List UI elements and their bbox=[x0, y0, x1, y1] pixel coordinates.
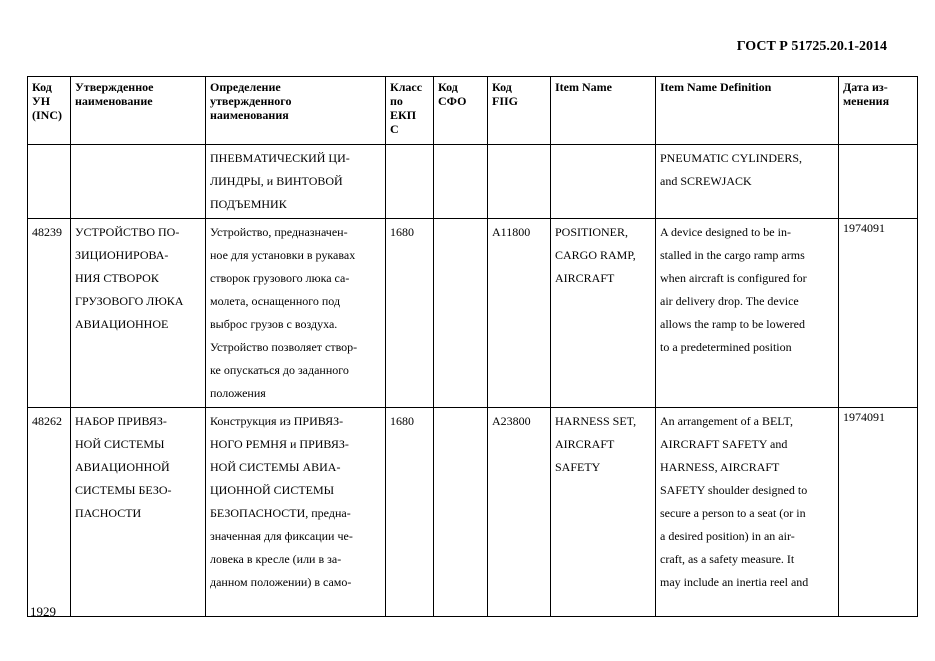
table-row bbox=[28, 219, 918, 408]
cell-value: 48262 bbox=[32, 414, 62, 428]
cell-line: УСТРОЙСТВО ПО- bbox=[75, 225, 180, 239]
cell-line: AIRCRAFT SAFETY and bbox=[660, 437, 788, 451]
cell-line: ное для установки в рукавах bbox=[210, 248, 356, 262]
cell-line: to a predetermined position bbox=[660, 340, 792, 354]
cell-line: secure a person to a seat (or in bbox=[660, 506, 806, 520]
cell-line: НОГО РЕМНЯ и ПРИВЯЗ- bbox=[210, 437, 349, 451]
cell-fiig bbox=[488, 219, 551, 408]
cell-line: ПНЕВМАТИЧЕСКИЙ ЦИ- bbox=[210, 151, 350, 165]
column-header-line: ЕКП bbox=[390, 108, 417, 122]
cell-line: выброс грузов с воздуха. bbox=[210, 317, 338, 331]
cell-line: PNEUMATIC CYLINDERS, bbox=[660, 151, 803, 165]
column-header bbox=[71, 77, 206, 145]
column-header bbox=[488, 77, 551, 145]
cell-line: ПАСНОСТИ bbox=[75, 506, 142, 520]
column-header-line: Код bbox=[492, 80, 512, 94]
table-row bbox=[28, 145, 918, 219]
column-header-line: Определение bbox=[210, 80, 281, 94]
cell-line: Устройство позволяет створ- bbox=[210, 340, 358, 354]
cell-line: ЗИЦИОНИРОВА- bbox=[75, 248, 169, 262]
cell-inc bbox=[28, 145, 71, 219]
cell-fiig bbox=[488, 408, 551, 617]
cell-value: 1680 bbox=[390, 225, 414, 239]
cell-line: ЦИОННОЙ СИСТЕМЫ bbox=[210, 483, 335, 497]
cell-value: 48239 bbox=[32, 225, 62, 239]
cell-line: ке опускаться до заданного bbox=[210, 363, 349, 377]
column-header-line: Item Name bbox=[555, 80, 612, 94]
column-header-line: УН bbox=[32, 94, 51, 108]
document-code: ГОСТ Р 51725.20.1-2014 bbox=[736, 39, 887, 54]
cell-sfo bbox=[434, 219, 488, 408]
column-header bbox=[551, 77, 656, 145]
cell-name bbox=[71, 145, 206, 219]
column-header-line: Класс bbox=[390, 80, 423, 94]
page-number: 1929 bbox=[30, 604, 56, 619]
cell-line: СИСТЕМЫ БЕЗО- bbox=[75, 483, 172, 497]
cell-fiig bbox=[488, 145, 551, 219]
cell-definition bbox=[206, 408, 386, 617]
cell-line: НИЯ СТВОРОК bbox=[75, 271, 159, 285]
cell-line: may include an inertia reel and bbox=[660, 575, 809, 589]
cell-line: allows the ramp to be lowered bbox=[660, 317, 805, 331]
table-header-row bbox=[28, 77, 918, 145]
cell-item-name bbox=[551, 408, 656, 617]
cell-line: A device designed to be in- bbox=[660, 225, 791, 239]
cell-line: HARNESS SET, bbox=[555, 414, 637, 428]
cell-line: НАБОР ПРИВЯЗ- bbox=[75, 414, 167, 428]
column-header-line: С bbox=[390, 122, 399, 136]
cell-inc bbox=[28, 408, 71, 617]
cell-line: An arrangement of a BELT, bbox=[660, 414, 793, 428]
cell-line: ГРУЗОВОГО ЛЮКА bbox=[75, 294, 184, 308]
cell-line: AIRCRAFT bbox=[555, 437, 615, 451]
cell-value: 1974091 bbox=[843, 410, 885, 424]
cell-item-definition bbox=[656, 408, 839, 617]
column-header-line: менения bbox=[843, 94, 890, 108]
cell-line: створок грузового люка са- bbox=[210, 271, 350, 285]
cell-line: a desired position) in an air- bbox=[660, 529, 795, 543]
cell-line: POSITIONER, bbox=[555, 225, 629, 239]
cell-value: 1680 bbox=[390, 414, 414, 428]
column-header-line: по bbox=[390, 94, 403, 108]
cell-line: положения bbox=[210, 386, 266, 400]
cell-line: молета, оснащенного под bbox=[210, 294, 341, 308]
cell-line: Устройство, предназначен- bbox=[210, 225, 348, 239]
cell-line: ловека в кресле (или в за- bbox=[210, 552, 342, 566]
cell-sfo bbox=[434, 408, 488, 617]
column-header-line: Item Name Definition bbox=[660, 80, 772, 94]
column-header-line: наименование bbox=[75, 94, 153, 108]
column-header bbox=[656, 77, 839, 145]
cell-line: SAFETY shoulder designed to bbox=[660, 483, 808, 497]
column-header bbox=[386, 77, 434, 145]
cell-date bbox=[839, 408, 918, 617]
cell-class bbox=[386, 219, 434, 408]
column-header bbox=[434, 77, 488, 145]
cell-line: АВИАЦИОННОЙ bbox=[75, 460, 170, 474]
cell-line: SAFETY bbox=[555, 460, 601, 474]
cell-item-name bbox=[551, 145, 656, 219]
cell-line: НОЙ СИСТЕМЫ bbox=[75, 437, 165, 451]
column-header bbox=[839, 77, 918, 145]
cell-line: ПОДЪЕМНИК bbox=[210, 197, 287, 211]
column-header-line: (INC) bbox=[32, 108, 62, 122]
cell-line: AIRCRAFT bbox=[555, 271, 615, 285]
column-header-line: Утвержденное bbox=[75, 80, 154, 94]
column-header-line: СФО bbox=[438, 94, 467, 108]
cell-value: A23800 bbox=[492, 414, 531, 428]
cell-class bbox=[386, 145, 434, 219]
column-header bbox=[28, 77, 71, 145]
cell-class bbox=[386, 408, 434, 617]
cell-line: stalled in the cargo ramp arms bbox=[660, 248, 805, 262]
cell-item-definition bbox=[656, 219, 839, 408]
column-header bbox=[206, 77, 386, 145]
cell-line: when aircraft is configured for bbox=[660, 271, 807, 285]
cell-line: air delivery drop. The device bbox=[660, 294, 799, 308]
column-header-line: Код bbox=[438, 80, 458, 94]
cell-date bbox=[839, 145, 918, 219]
cell-line: Конструкция из ПРИВЯЗ- bbox=[210, 414, 344, 428]
table-row bbox=[28, 408, 918, 617]
cell-line: CARGO RAMP, bbox=[555, 248, 636, 262]
cell-line: craft, as a safety measure. It bbox=[660, 552, 795, 566]
cell-definition bbox=[206, 219, 386, 408]
cell-line: АВИАЦИОННОЕ bbox=[75, 317, 169, 331]
cell-definition bbox=[206, 145, 386, 219]
column-header-line: наименования bbox=[210, 108, 289, 122]
cell-line: ЛИНДРЫ, и ВИНТОВОЙ bbox=[210, 174, 343, 188]
cell-item-name bbox=[551, 219, 656, 408]
cell-item-definition bbox=[656, 145, 839, 219]
specification-table bbox=[27, 76, 918, 617]
cell-line: and SCREWJACK bbox=[660, 174, 752, 188]
cell-value: A11800 bbox=[492, 225, 531, 239]
cell-line: данном положении) в само- bbox=[210, 575, 352, 589]
cell-line: HARNESS, AIRCRAFT bbox=[660, 460, 780, 474]
cell-inc bbox=[28, 219, 71, 408]
cell-date bbox=[839, 219, 918, 408]
column-header-line: Дата из- bbox=[843, 80, 888, 94]
column-header-line: FIIG bbox=[492, 94, 519, 108]
column-header-line: Код bbox=[32, 80, 52, 94]
cell-line: НОЙ СИСТЕМЫ АВИА- bbox=[210, 460, 341, 474]
cell-name bbox=[71, 219, 206, 408]
cell-sfo bbox=[434, 145, 488, 219]
cell-name bbox=[71, 408, 206, 617]
cell-line: значенная для фиксации че- bbox=[210, 529, 353, 543]
column-header-line: утвержденного bbox=[210, 94, 292, 108]
cell-value: 1974091 bbox=[843, 221, 885, 235]
cell-line: БЕЗОПАСНОСТИ, предна- bbox=[210, 506, 351, 520]
